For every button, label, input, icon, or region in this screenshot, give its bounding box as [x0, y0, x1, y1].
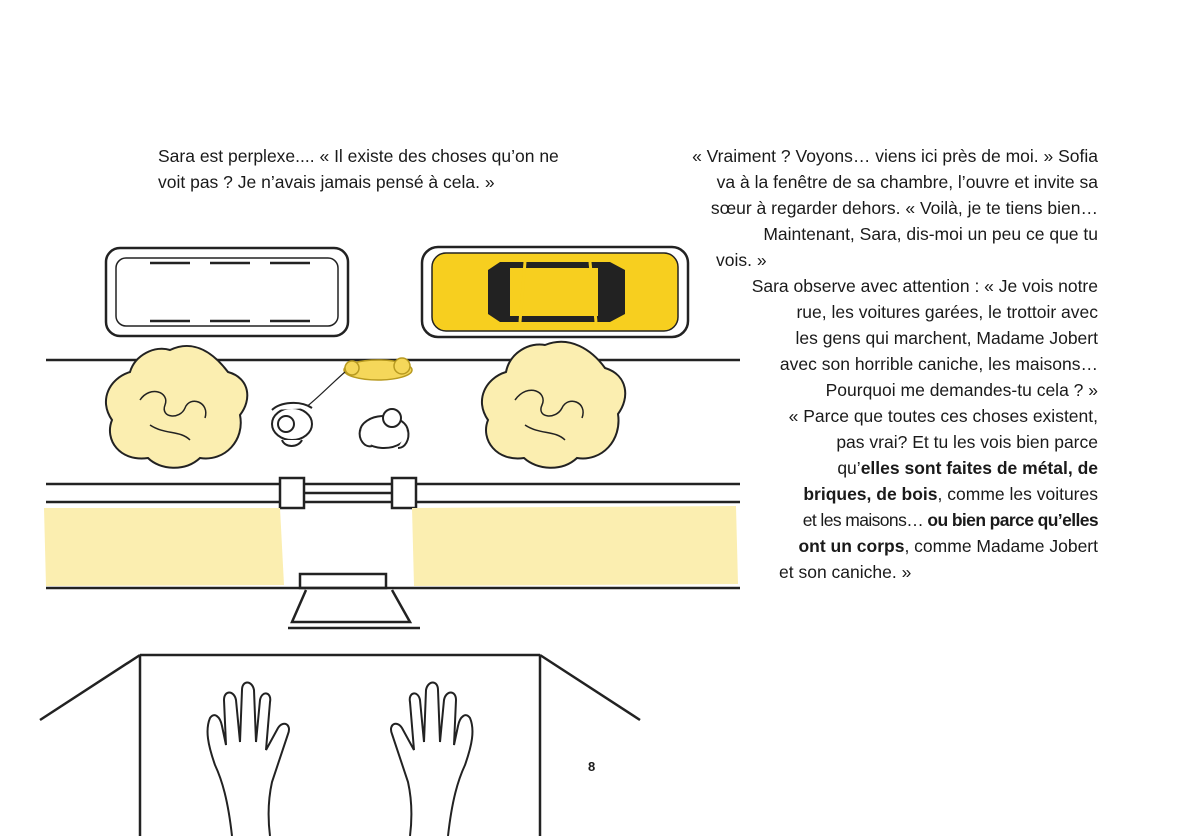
- text-line: pas vrai? Et tu les vois bien parce: [836, 432, 1098, 452]
- right-paragraph-2: [752, 273, 1098, 403]
- text-line-inner: et son caniche. »: [779, 562, 912, 582]
- text-line: [779, 559, 1098, 585]
- taxi-icon: [422, 247, 688, 337]
- text-line: [779, 533, 1098, 559]
- text-line-inner: vois. »: [716, 250, 767, 270]
- text-line: va à la fenêtre de sa chambre, l’ouvre et invite sa: [716, 172, 1098, 192]
- text-line: [779, 507, 1098, 533]
- window-icon: [40, 655, 640, 836]
- text-line: Sara observe avec attention : « Je vois notre: [751, 276, 1098, 296]
- text-line: sœur à regarder dehors. « Voilà, je te tiens bien…: [710, 198, 1098, 218]
- text-line: Pourquoi me demandes-tu cela ? »: [825, 380, 1098, 400]
- right-paragraph-3: [779, 403, 1098, 585]
- text-line: « Vraiment ? Voyons… viens ici près de moi. » Sofia: [692, 146, 1098, 166]
- sidewalk-highlight: [44, 506, 738, 586]
- van-icon: [106, 248, 348, 336]
- hands-icon: [208, 683, 473, 836]
- bold-fragment: elles sont faites de métal, de: [860, 458, 1098, 478]
- right-paragraph-1: [692, 143, 1098, 273]
- text-line: les gens qui marchent, Madame Jobert: [795, 328, 1098, 348]
- text-fragment: qu’: [837, 458, 861, 478]
- text-line: [779, 481, 1098, 507]
- bold-fragment: ou bien parce qu’elles: [927, 510, 1098, 530]
- bench-icon: [288, 574, 420, 628]
- text-line: [779, 455, 1098, 481]
- poodle-icon: [305, 358, 412, 408]
- crossing-posts: [280, 478, 416, 508]
- bold-fragment: briques, de bois: [803, 484, 938, 504]
- text-line: Maintenant, Sara, dis-moi un peu ce que tu: [763, 224, 1098, 244]
- text-line: « Parce que toutes ces choses existent,: [788, 406, 1098, 426]
- tree-icon: [106, 346, 247, 468]
- person-icon: [272, 403, 312, 446]
- text-line: voit pas ? Je n’avais jamais pensé à cela. »: [158, 172, 495, 192]
- text-fragment: , comme Madame Jobert: [904, 536, 1098, 556]
- text-fragment: , comme les voitures: [937, 484, 1098, 504]
- text-line: avec son horrible caniche, les maisons…: [779, 354, 1098, 374]
- text-line: Sara est perplexe.... « Il existe des choses qu’on ne: [158, 146, 559, 166]
- text-line: [715, 247, 1098, 273]
- text-fragment: et les maisons…: [802, 510, 928, 530]
- page-number: 8: [588, 759, 596, 774]
- left-paragraph: [158, 143, 559, 195]
- text-line: rue, les voitures garées, le trottoir avec: [796, 302, 1098, 322]
- person-icon: [360, 409, 409, 448]
- bold-fragment: ont un corps: [798, 536, 905, 556]
